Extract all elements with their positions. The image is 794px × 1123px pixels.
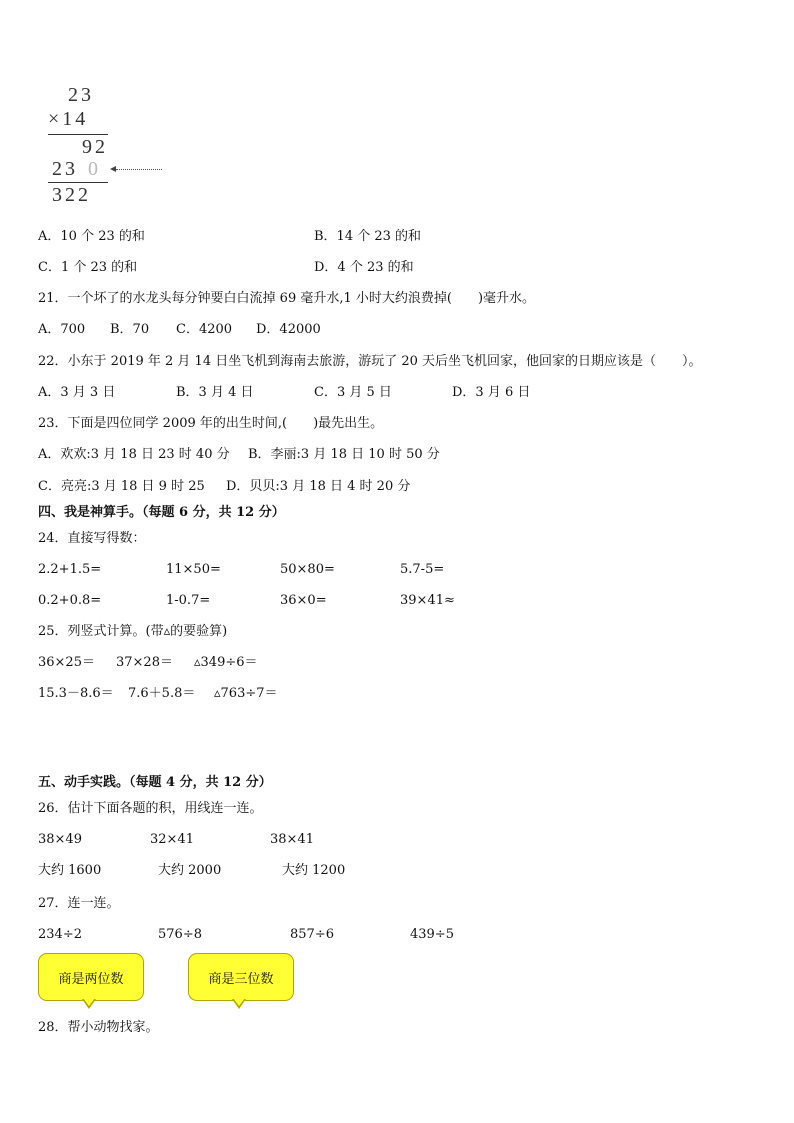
q26-expr-2: 32×41 (150, 832, 194, 847)
q21-option-b: B．70 (110, 322, 150, 337)
multiplication-figure (44, 84, 174, 209)
q20-option-b: B．14 个 23 的和 (314, 229, 422, 244)
q21-option-c: C．4200 (176, 322, 233, 337)
q25-item-1: 36×25＝ (38, 655, 95, 670)
q24-item-2: 11×50= (166, 562, 221, 577)
q20-option-a: A．10 个 23 的和 (38, 229, 145, 244)
q24-item-3: 50×80= (280, 562, 335, 577)
q24-item-5: 0.2+0.8= (38, 593, 102, 608)
q26-estimate-2: 大约 2000 (158, 863, 222, 878)
figure-partial-1: 92 (82, 136, 108, 158)
q20-option-d: D．4 个 23 的和 (314, 260, 414, 275)
bubble-label-three-digit: 商是三位数 (208, 971, 274, 987)
q23-option-d: D．贝贝:3 月 18 日 4 时 20 分 (226, 479, 411, 494)
figure-rule-1 (48, 134, 108, 135)
q27-text: 27．连一连。 (38, 896, 120, 911)
q26-text: 26．估计下面各题的积，用线连一连。 (38, 801, 263, 816)
section-4-title: 四、我是神算手。（每题 6 分，共 12 分） (38, 505, 285, 520)
q25-item-4: 15.3－8.6＝ (38, 686, 114, 701)
q26-expr-3: 38×41 (270, 832, 314, 847)
figure-partial-2: 23 (52, 158, 78, 180)
q25-item-5: 7.6＋5.8＝ (128, 686, 196, 701)
q26-expr-1: 38×49 (38, 832, 82, 847)
figure-product: 322 (52, 184, 91, 206)
q21-option-a: A．700 (38, 322, 86, 337)
section-5-title: 五、动手实践。（每题 4 分，共 12 分） (38, 775, 272, 790)
q24-item-6: 1-0.7= (166, 593, 211, 608)
figure-multiplicand: 23 (68, 84, 94, 106)
bubble-label-two-digit: 商是两位数 (58, 971, 124, 987)
q20-option-c: C．1 个 23 的和 (38, 260, 138, 275)
q27-item-1: 234÷2 (38, 927, 82, 942)
q26-estimate-3: 大约 1200 (282, 863, 346, 878)
q22-text: 22．小东于 2019 年 2 月 14 日坐飞机到海南去旅游，游玩了 20 天后坐飞机回家，他回家的日期应该是（ ）。 (38, 354, 702, 369)
figure-rule-2 (48, 182, 108, 183)
figure-multiplier: ×14 (48, 108, 89, 130)
q25-item-3: ▵349÷6＝ (194, 655, 258, 670)
q27-item-2: 576÷8 (158, 927, 202, 942)
q24-item-4: 5.7-5= (400, 562, 445, 577)
q24-item-1: 2.2+1.5= (38, 562, 102, 577)
bubble-tail-1-fill (83, 998, 95, 1006)
q25-text: 25．列竖式计算。(带▵的要验算) (38, 624, 228, 639)
q25-item-6: ▵763÷7＝ (214, 686, 278, 701)
q22-option-a: A．3 月 3 日 (38, 385, 116, 400)
q27-item-3: 857÷6 (290, 927, 334, 942)
q24-item-8: 39×41≈ (400, 593, 455, 608)
bubble-tail-2-fill (233, 998, 245, 1006)
q23-option-b: B．李丽:3 月 18 日 10 时 50 分 (248, 447, 440, 462)
q24-item-7: 36×0= (280, 593, 327, 608)
q22-option-c: C．3 月 5 日 (314, 385, 392, 400)
q22-option-d: D．3 月 6 日 (452, 385, 531, 400)
q26-estimate-1: 大约 1600 (38, 863, 102, 878)
q25-item-2: 37×28＝ (116, 655, 173, 670)
q21-option-d: D．42000 (256, 322, 321, 337)
q22-option-b: B．3 月 4 日 (176, 385, 254, 400)
q23-option-a: A．欢欢:3 月 18 日 23 时 40 分 (38, 447, 230, 462)
bubble-two-digit-quotient (38, 953, 144, 1001)
figure-dotted-digit: 0 (88, 158, 98, 180)
q23-text: 23．下面是四位同学 2009 年的出生时间,( )最先出生。 (38, 416, 384, 431)
bubble-three-digit-quotient (188, 953, 294, 1001)
q23-option-c: C．亮亮:3 月 18 日 9 时 25 (38, 479, 205, 494)
dotted-pointer (116, 169, 162, 170)
q27-item-4: 439÷5 (410, 927, 454, 942)
q24-text: 24．直接写得数： (38, 531, 146, 546)
q28-text: 28．帮小动物找家。 (38, 1020, 159, 1035)
q21-text: 21．一个坏了的水龙头每分钟要白白流掉 69 毫升水,1 小时大约浪费掉( )毫升水。 (38, 291, 536, 306)
